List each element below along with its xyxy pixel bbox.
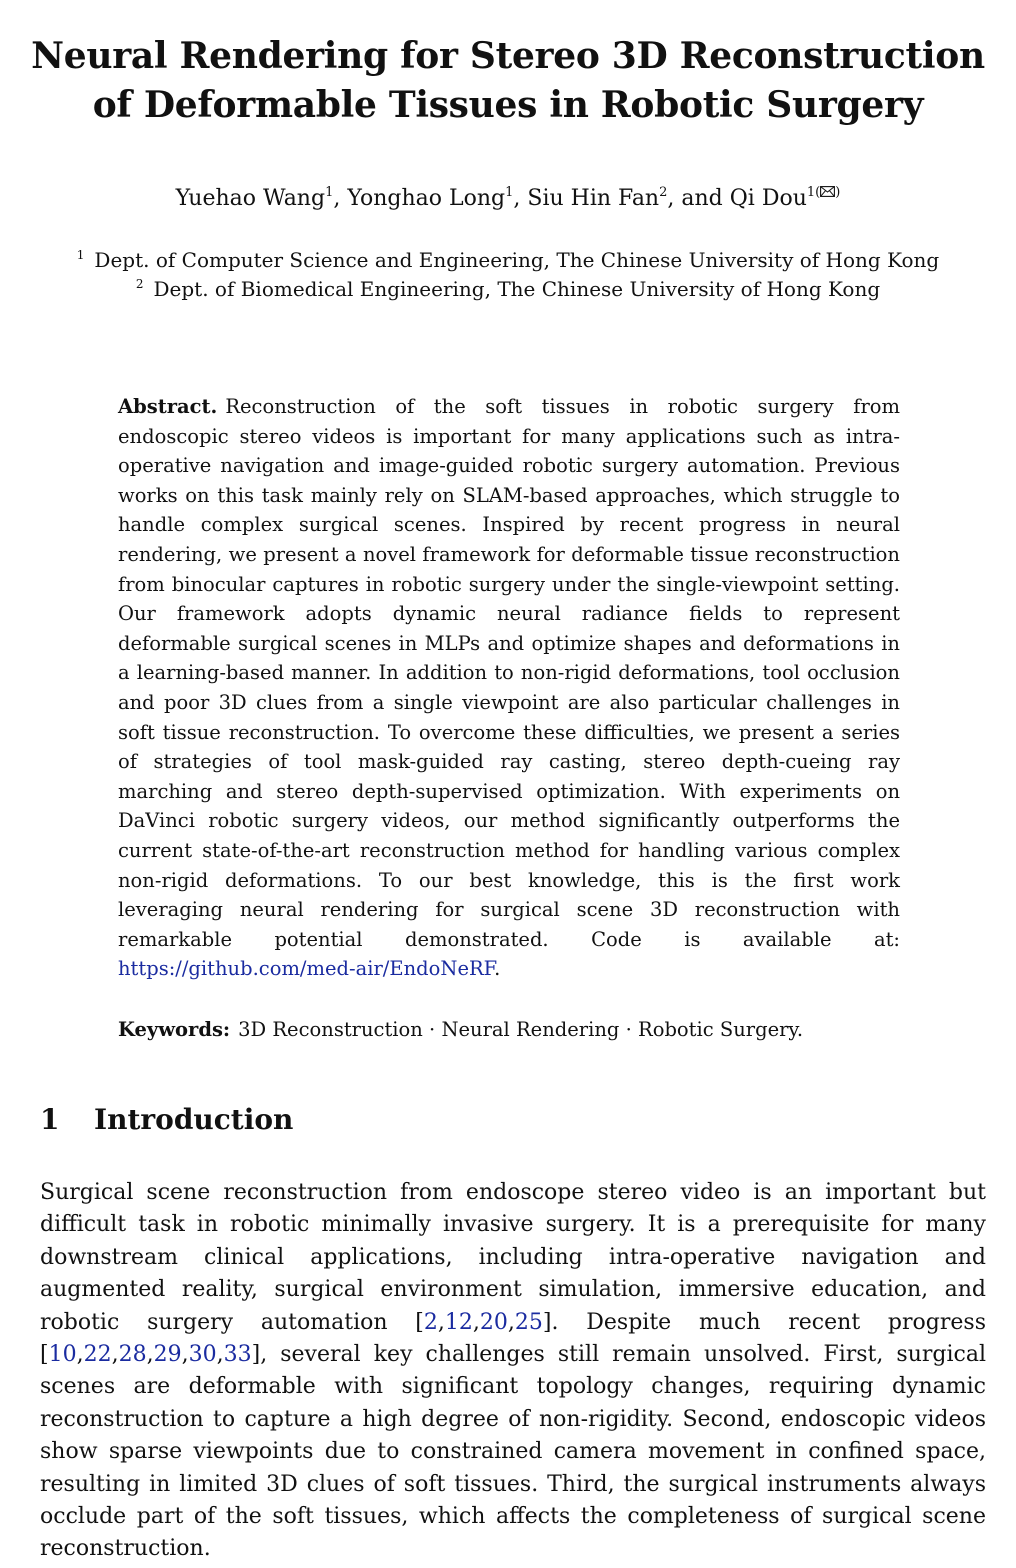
intro-text: Surgical scene reconstruction from endoscope stereo video is an important but difficult task in robotic minimally invasive surgery. It is a prerequisite for many downstream clinical applications, including intra-operative navigation and augmented reality, surgical environment simulation, immersive education, and robotic surgery automation	[40, 1180, 986, 1335]
keyword-separator: ·	[619, 1018, 639, 1041]
title-line-1: Neural Rendering for Stereo 3D Reconstruction	[31, 35, 985, 77]
author-separator: ,	[333, 186, 348, 211]
citation-link[interactable]: 12	[444, 1309, 473, 1335]
keyword-separator: ·	[422, 1018, 442, 1041]
affiliation-item	[0, 275, 1016, 304]
introduction-paragraph: Surgical scene reconstruction from endoscope stereo video is an important but difficult task in robotic minimally invasive surgery. It is a prerequisite for many downstream clinical applications, including intra-operative navigation and augmented reality, surgical environment simulation, immersive education, and robotic surgery automation [2,12,20,25]. Despite much recent progress [10,22,28,29,30,33], several key challenges still remain unsolved. First, surgical scenes are deformable with significant topology changes, requiring dynamic reconstruction to capture a high degree of non-rigidity. Second, endoscopic videos show sparse viewpoints due to constrained camera movement in confined space, resulting in limited 3D clues of soft tissues. Third, the surgical instruments always occlude part of the soft tissues, which affects the completeness of surgical scene reconstruction.	[40, 1180, 986, 1562]
affiliations	[0, 246, 1016, 304]
affiliation-number: 2	[135, 277, 144, 291]
author-name: Yonghao Long	[347, 186, 506, 211]
affiliation-number: 1	[76, 248, 85, 262]
citation-link[interactable]: 2	[423, 1309, 438, 1335]
affil-number: 1	[806, 185, 816, 200]
author-affil-mark: 1	[325, 185, 334, 200]
code-availability-prefix: Code is available at:	[591, 927, 900, 951]
author-name: Qi Dou	[729, 186, 807, 211]
code-link-suffix: .	[494, 957, 501, 981]
abstract-label: Abstract.	[118, 395, 218, 418]
citation-link[interactable]: 28	[118, 1342, 147, 1368]
abstract	[118, 392, 900, 984]
code-link[interactable]: https://github.com/med-air/EndoNeRF	[118, 957, 495, 981]
section-number: 1	[40, 1103, 60, 1136]
keyword-item: Neural Rendering	[441, 1018, 620, 1041]
section-heading	[40, 1100, 293, 1140]
author-affil-mark: 1( )	[806, 185, 841, 200]
author-affil-mark: 2	[659, 185, 668, 200]
affiliation-text: Dept. of Computer Science and Engineering, The Chinese University of Hong Kong	[94, 248, 940, 272]
intro-text: . Despite much recent progress	[551, 1309, 986, 1335]
envelope-icon	[820, 186, 835, 197]
intro-text: , several key challenges still remain unsolved. First, surgical scenes are deformable with significant topology changes, requiring dynamic reconstruction to capture a high degree of non-rigidity. Second, endoscopic videos show sparse viewpoints due to constrained camera movement in confined space, resulting in limited 3D clues of soft tissues. Third, the surgical instruments always occlude part of the soft tissues, which affects the completeness of surgical scene reconstruction.	[40, 1342, 986, 1562]
affiliation-text: Dept. of Biomedical Engineering, The Chinese University of Hong Kong	[153, 277, 881, 301]
citation-link[interactable]: 22	[83, 1342, 112, 1368]
section-title: Introduction	[94, 1103, 294, 1136]
author-separator: ,	[513, 186, 528, 211]
citation-link[interactable]: 30	[188, 1342, 217, 1368]
citation-link[interactable]: 25	[514, 1309, 543, 1335]
keywords-label: Keywords:	[118, 1018, 231, 1041]
keyword-item: Robotic Surgery.	[638, 1018, 804, 1041]
keywords	[118, 1015, 900, 1045]
paper-title	[0, 32, 1016, 130]
author-list	[0, 184, 1016, 214]
citation-link[interactable]: 29	[153, 1342, 182, 1368]
abstract-text: Reconstruction of the soft tissues in robotic surgery from endoscopic stereo videos is important for many applications such as intra-operative navigation and image-guided robotic surgery automation. Previous works on this task mainly rely on SLAM-based approaches, which struggle to handle complex surgical scenes. Inspired by recent progress in neural rendering, we present a novel framework for deformable tissue reconstruction from binocular captures in robotic surgery under the single-viewpoint setting. Our framework adopts dynamic neural radiance fields to represent deformable surgical scenes in MLPs and optimize shapes and deformations in a learning-based manner. In addition to non-rigid deformations, tool occlusion and poor 3D clues from a single viewpoint are also particular challenges in soft tissue reconstruction. To overcome these difficulties, we present a series of strategies of tool mask-guided ray casting, stereo depth-cueing ray marching and stereo depth-supervised optimization. With experiments on DaVinci robotic surgery videos, our method significantly outperforms the current state-of-the-art reconstruction method for handling various complex non-rigid deformations. To our best knowledge, this is the first work leveraging neural rendering for surgical scene 3D reconstruction with remarkable potential demonstrated.	[118, 395, 900, 951]
citation-link[interactable]: 33	[223, 1342, 252, 1368]
keyword-item: 3D Reconstruction	[238, 1018, 423, 1041]
author-name: Siu Hin Fan	[527, 186, 660, 211]
author-affil-mark: 1	[505, 185, 514, 200]
affiliation-item	[0, 246, 1016, 275]
citation-link[interactable]: 20	[479, 1309, 508, 1335]
author-name: Yuehao Wang	[175, 186, 326, 211]
title-line-2: of Deformable Tissues in Robotic Surgery	[92, 84, 924, 126]
author-separator: , and	[667, 186, 730, 211]
citation-link[interactable]: 10	[48, 1342, 77, 1368]
